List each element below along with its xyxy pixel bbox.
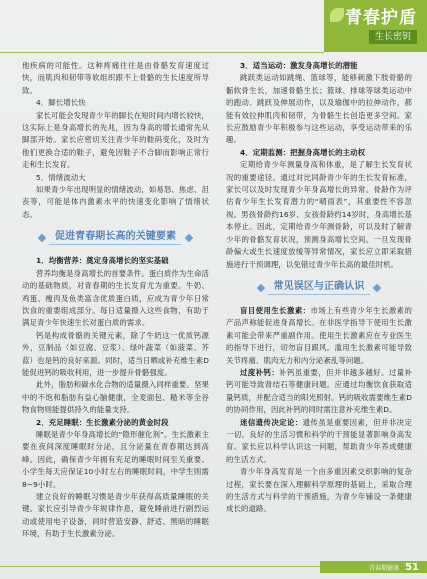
myth-paragraph (226, 305, 412, 367)
diamond-icon (38, 234, 46, 242)
diamond-icon (185, 234, 193, 242)
subheading: 5．情绪波动大 (36, 172, 86, 182)
footer-bar (320, 561, 427, 573)
myth-heading: 迷信遗传决定论： (240, 417, 303, 427)
paragraph: 钙是构成骨骼的关键元素，除了牛奶这一优质钙源外，豆制品（如豆腐、豆浆）、绿叶蔬菜（如菠菜、芥蓝）也是钙的良好来源。同时，适当日晒或补充维生素D能促进钙的吸收利用，进一步提升骨骼强度。 (22, 330, 209, 377)
key-point-heading: 4．定期监测：把握身高增长的主动权 (240, 147, 366, 157)
column-logo (326, 2, 425, 48)
myth-heading: 盲目使用生长激素： (240, 305, 311, 315)
paragraph: 跳跃类运动如跳绳、篮球等，能够刺激下肢骨骼的骺软骨生长，加速骨骼生长；篮球、排球等球类运动中的跑动、跳跃及伸展动作，以及瑜伽中的拉伸动作，都能有效拉伸肌肉和韧带，为骨骼生长创造更多空间。家长应鼓励青少年积极参与这些运动，享受运动带来的乐趣。 (226, 73, 412, 145)
section-title: 常见误区与正确认识 (268, 281, 371, 295)
section-heading (22, 227, 209, 249)
section-title: 促进青春期长高的关键要素 (49, 231, 182, 245)
paragraph: 建立良好的睡眠习惯是青少年获得高质量睡眠的关键。家长应引导青少年规律作息，避免睡前进行剧烈运动或使用电子设备，同时营造安静、舒适、黑暗的睡眠环境，有助于生长激素分泌。 (22, 492, 209, 539)
column-title: 青春护盾 (345, 8, 417, 28)
key-point-heading: 3．适当运动：激发身高增长的潜能 (240, 61, 358, 70)
myth-paragraph (226, 367, 412, 417)
column-subtitle: 生长密钥 (369, 30, 417, 44)
myth-text: 遗传虽是重要因素，但并非决定一切。良好的生活习惯和科学的干预能显著影响身高发育。家长应以科学认识这一问题，帮助青少年养成健康的生活方式。 (226, 417, 412, 464)
myth-paragraph (226, 417, 412, 467)
paragraph: 睡眠是青少年身高增长的“隐形催化剂”。生长激素主要在夜间深度睡眠时分泌，且分泌量在青春期达到高峰。因此，确保青少年拥有充足的睡眠时间至关重要。小学生每天应保证10小时左右的睡眠时间，中学生则需8~9小时。 (22, 429, 209, 489)
key-point-heading: 1．均衡营养：奠定身高增长的坚实基础 (36, 256, 169, 266)
paragraph: 如果青少年出现明显的情绪波动，如易怒、焦虑、沮丧等，可能是体内激素水平的快速变化影响了情绪状态。 (22, 185, 209, 219)
paragraph: 他疾病的可能性。这种疼痛往往是由骨骼发育速度过快，而肌肉和韧带等软组织跟不上骨骼的生长速度所导致。 (22, 61, 209, 95)
page-number: 51 (405, 561, 419, 573)
paragraph: 此外，脂肪和碳水化合物的适量摄入同样重要。坚果中的不饱和脂肪有益心脑健康，全麦面包、糙米等全谷物食物则能提供持久的能量支持。 (22, 380, 209, 415)
section-heading (226, 277, 412, 299)
paragraph: 定期给青少年测量身高和体重，是了解生长发育状况的重要途径。通过对比同龄青少年的生长发育标准，家长可以及时发现青少年身高增长的异常。骨龄作为评估青少年生长发育潜力的“晴雨表”，其重要性不容忽视。男孩骨龄约16岁、女孩骨龄约14岁时，身高增长基本停止。因此，定期给青少年测骨龄，可以及时了解青少年的骨骼发育状况，预测身高增长空间。一旦发现骨龄偏大或生长速度放缓等异常情况，家长应立即采取措施进行干预调理，以免错过青少年长高的最佳时机。 (226, 160, 412, 269)
myth-text: 市场上有些青少年生长激素的产品声称能促进身高增长。在非医学指导下使用生长激素可能会带来严重副作用。使用生长激素应在专业医生的指导下进行，切勿盲目跟风。滥用生长激素可能导致关节疼痛、肌肉无力和内分泌紊乱等问题。 (226, 305, 412, 365)
footer-rule (0, 566, 320, 567)
key-point-heading: 2．充足睡眠：生长激素分泌的黄金时段 (36, 417, 169, 427)
diamond-icon (256, 284, 264, 292)
diamond-icon (373, 284, 381, 292)
header-rule (0, 52, 324, 53)
subheading: 4．脚长增长快 (36, 98, 86, 108)
magazine-name: 青春期健康 (369, 564, 400, 572)
myth-text: 补钙虽重要，但并非越多越好。过量补钙可能导致肾结石等健康问题。应通过均衡饮食获取适量钙质，并配合适当的阳光照射。钙的吸收需要维生素D的协同作用，因此补钙的同时需注意补充维生素D。 (226, 367, 412, 415)
paragraph: 家长可能会发现青少年的脚长在短时间内增长较快，这实际上是身高增长的先兆，因为身高的增长通常先从脚部开始。家长应密切关注青少年的鞋码变化，及时为他们更换合适的鞋子，避免因鞋子不合脚而影响正常行走和生长发育。 (22, 110, 209, 170)
left-column (22, 60, 209, 541)
right-column (226, 60, 412, 516)
paragraph: 营养均衡是身高增长的首要条件。蛋白质作为生命活动的基础物质，对青春期的生长发育尤为重要。牛奶、鸡蛋、瘦肉及鱼类富含优质蛋白质，应成为青少年日常饮食的重要组成部分。每日适量摄入这些食物，有助于满足青少年快速生长对蛋白质的需求。 (22, 268, 209, 328)
myth-heading: 过度补钙： (240, 367, 280, 377)
paragraph: 青少年身高发育是一个由多重因素交织影响的复杂过程，家长要在深入理解科学原理的基础上，采取合理的生活方式与科学的干预措施，为青少年铺设一条健康成长的道路。 (226, 467, 412, 514)
